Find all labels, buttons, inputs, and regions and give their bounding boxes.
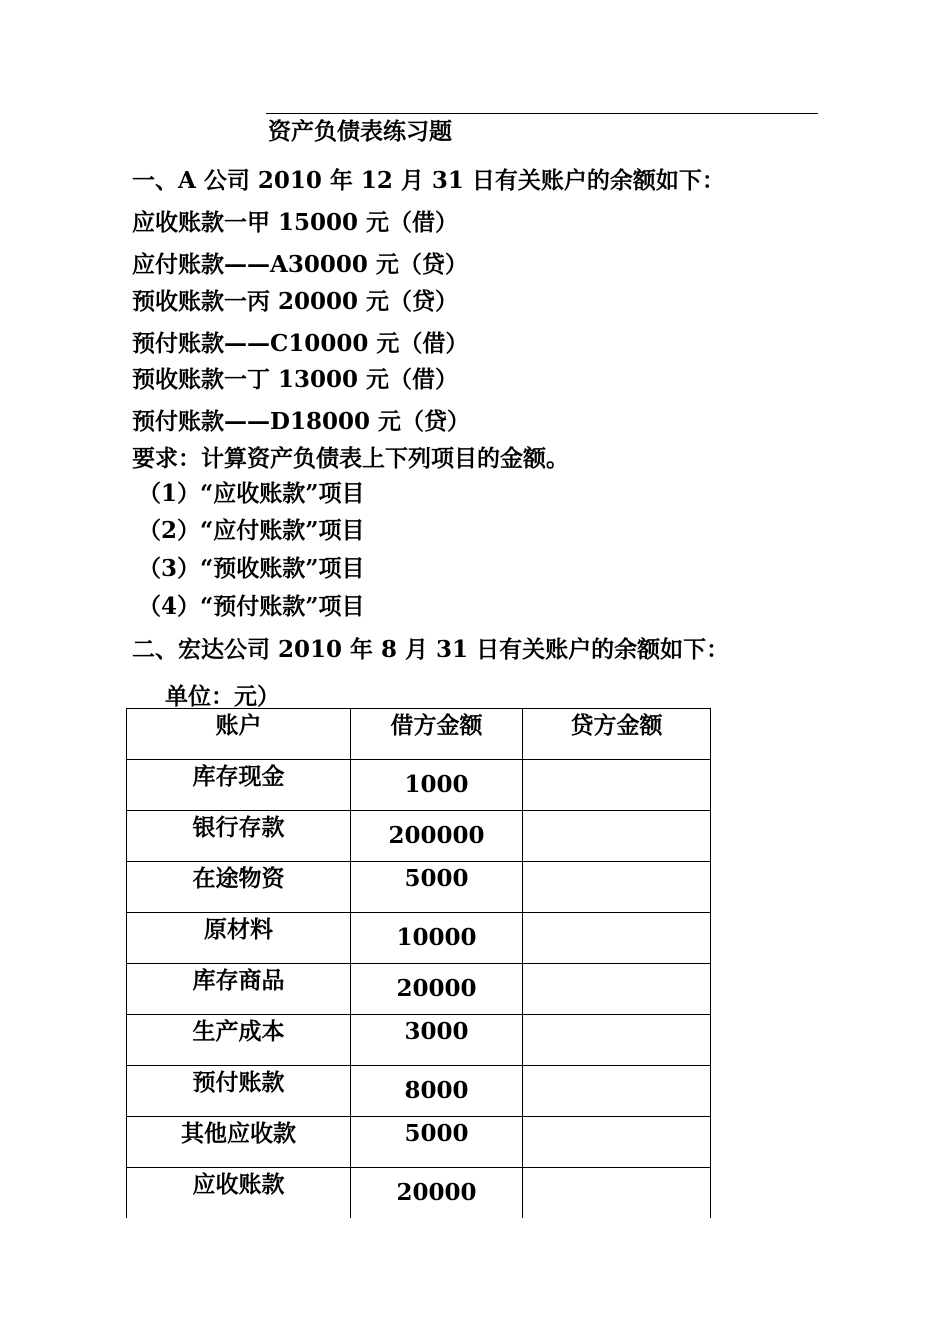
- column-header-account: 账户: [127, 709, 351, 760]
- balance-item: 预收账款一丙 20000 元（贷）: [132, 288, 459, 315]
- debit-cell: 1000: [351, 760, 523, 811]
- debit-cell: 5000: [351, 862, 523, 913]
- table-row: [127, 811, 711, 862]
- account-cell: 银行存款: [127, 811, 351, 862]
- account-cell: 库存现金: [127, 760, 351, 811]
- account-cell: 应收账款: [127, 1168, 351, 1219]
- credit-cell: [523, 1168, 711, 1219]
- requirement-text: 要求：计算资产负债表上下列项目的金额。: [132, 445, 569, 472]
- balance-item: 预付账款——D18000 元（贷）: [132, 408, 470, 435]
- unit-label: 单位：元）: [165, 683, 280, 710]
- account-cell: 库存商品: [127, 964, 351, 1015]
- table-row: [127, 1015, 711, 1066]
- account-cell: 生产成本: [127, 1015, 351, 1066]
- balance-item: 应付账款——A30000 元（贷）: [132, 251, 468, 278]
- debit-cell: 200000: [351, 811, 523, 862]
- table-header-row: [127, 709, 711, 760]
- credit-cell: [523, 760, 711, 811]
- debit-cell: 20000: [351, 964, 523, 1015]
- table-row: [127, 760, 711, 811]
- column-header-debit: 借方金额: [351, 709, 523, 760]
- account-balance-table: [126, 708, 711, 1218]
- table-row: [127, 862, 711, 913]
- debit-cell: 8000: [351, 1066, 523, 1117]
- debit-cell: 10000: [351, 913, 523, 964]
- credit-cell: [523, 811, 711, 862]
- account-cell: 在途物资: [127, 862, 351, 913]
- credit-cell: [523, 1066, 711, 1117]
- section2-heading: 二、宏达公司 2010 年 8 月 31 日有关账户的余额如下：: [132, 636, 730, 663]
- balance-item: 应收账款一甲 15000 元（借）: [132, 209, 459, 236]
- header-rule: [266, 113, 818, 114]
- column-header-credit: 贷方金额: [523, 709, 711, 760]
- credit-cell: [523, 964, 711, 1015]
- credit-cell: [523, 1015, 711, 1066]
- account-cell: 原材料: [127, 913, 351, 964]
- credit-cell: [523, 913, 711, 964]
- balance-item: 预付账款——C10000 元（借）: [132, 330, 469, 357]
- table-row: [127, 913, 711, 964]
- section1-heading: 一、A 公司 2010 年 12 月 31 日有关账户的余额如下：: [132, 167, 725, 194]
- table-row: [127, 1066, 711, 1117]
- debit-cell: 5000: [351, 1117, 523, 1168]
- table-row: [127, 964, 711, 1015]
- debit-cell: 20000: [351, 1168, 523, 1219]
- table-row: [127, 1168, 711, 1219]
- table-row: [127, 1117, 711, 1168]
- credit-cell: [523, 862, 711, 913]
- question-item: （4）“预付账款”项目: [138, 593, 365, 620]
- debit-cell: 3000: [351, 1015, 523, 1066]
- account-cell: 预付账款: [127, 1066, 351, 1117]
- question-item: （3）“预收账款”项目: [138, 555, 365, 582]
- balance-item: 预收账款一丁 13000 元（借）: [132, 366, 459, 393]
- credit-cell: [523, 1117, 711, 1168]
- question-item: （1）“应收账款”项目: [138, 480, 365, 507]
- page-title: 资产负债表练习题: [268, 118, 452, 145]
- question-item: （2）“应付账款”项目: [138, 517, 365, 544]
- account-cell: 其他应收款: [127, 1117, 351, 1168]
